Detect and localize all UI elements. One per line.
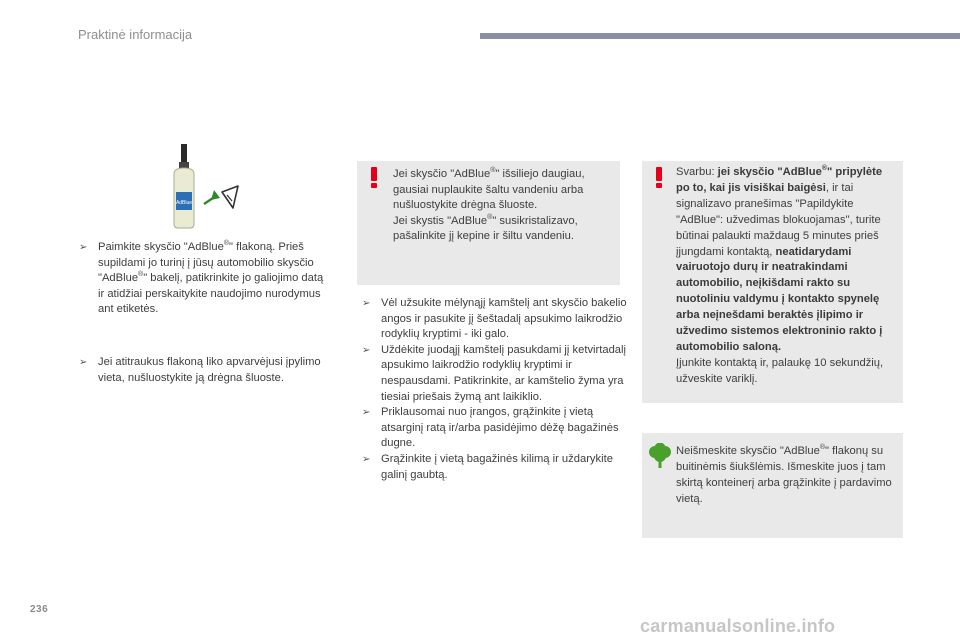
step-text: Jei atitraukus flakoną liko apvarvėjusi įpylimo vieta, nušluostykite ją drėgna šluoste.	[98, 356, 321, 384]
registered-mark: ®	[821, 165, 828, 172]
step-text: Uždėkite juodąjį kamštelį pasukdami jį ketvirtadalį apsukimo laikrodžio rodyklių kryptimi ir nespausdami. Patikrinkite, ar kamštelio žyma yra tiesiai priešais žymą ant laikiklio.	[381, 343, 626, 403]
warning-paragraph-2	[393, 214, 610, 245]
watermark: carmanualsonline.info	[640, 616, 836, 636]
environment-text	[676, 444, 897, 508]
bottle-nozzle	[179, 162, 189, 168]
arrow-bullet-icon: ➢	[362, 298, 371, 309]
warning-box-important	[642, 161, 903, 403]
warning-box-spill	[357, 161, 620, 285]
step-text-a: Paimkite skysčio "AdBlue	[98, 241, 224, 253]
bottle-label-text: AdBlue	[175, 200, 193, 206]
warning-text: Jei skystis "AdBlue	[393, 214, 488, 227]
eco-text: Neišmeskite skysčio "AdBlue	[676, 445, 820, 457]
arrow-bullet-icon: ➢	[362, 344, 371, 356]
bold-text: " pripylėte po to, kai jis visiškai baigėsi	[676, 166, 883, 194]
step-text: Grąžinkite į vietą bagažinės kilimą ir uždarykite galinį gaubtą.	[381, 452, 613, 481]
arrow-head	[211, 190, 220, 200]
cap-icon	[222, 186, 238, 208]
list-item	[79, 355, 329, 386]
list-item	[79, 240, 329, 318]
step-list-1	[79, 240, 329, 318]
header-bar	[480, 33, 960, 39]
eco-text: " flakonų su buitinėmis šiukšlėmis. Išmeskite juos į tam skirtą konteinerį arba grąžinkite į pardavimo vietą.	[676, 445, 892, 505]
list-item	[362, 452, 627, 483]
page-number: 236	[30, 604, 49, 615]
registered-mark: ®	[138, 271, 144, 279]
warning-paragraph-1	[393, 167, 610, 214]
registered-mark: ®	[487, 213, 493, 221]
step-text: Vėl užsukite mėlynąjį kamštelį ant skysčio bakelio angos ir pasukite jį šeštadalį apsukimo laikrodžio rodyklių kryptimi - iki galo.	[381, 297, 627, 341]
warning-text: " išsiliejo daugiau, gausiai nuplaukite šaltu vandeniu arba nušluostykite drėgna šluoste.	[393, 168, 585, 212]
exclamation-warning-icon	[654, 167, 664, 189]
important-paragraph-2: Įjunkite kontaktą ir, palaukę 10 sekundžių, užveskite variklį.	[676, 356, 884, 385]
step-list-3	[362, 296, 627, 483]
step-list-2	[79, 355, 329, 386]
registered-mark: ®	[223, 240, 230, 247]
registered-mark: ®	[819, 444, 826, 451]
arrow-bullet-icon: ➢	[79, 357, 88, 368]
step-text: Priklausomai nuo įrangos, grąžinkite į vietą atsarginį ratą ir/arba pasidėjimo dėžę bagažinės dugne.	[381, 406, 619, 450]
exclamation-warning-icon	[369, 167, 379, 189]
important-intro: Svarbu:	[676, 166, 718, 178]
list-item	[362, 343, 627, 405]
warning-text: Jei skysčio "AdBlue	[393, 168, 491, 180]
important-bold-2: neatidarydami vairuotojo durų ir neatrakindami automobilio, neįkišdami rakto su nuotoliniu valdymu į kontakto spynelę arba neįnešdami beraktės įlipimo ir užvedimo sistemos elektroninio rakto į automobilio saloną.	[676, 245, 883, 353]
step-text-b: " flakoną. Prieš supildami jo turinį į jūsų automobilio skysčio "AdBlue	[98, 241, 314, 285]
tree-eco-icon	[648, 443, 672, 469]
warning-text: " susikristalizavo, pašalinkite jį kepine ir šiltu vandeniu.	[393, 214, 578, 243]
important-paragraph	[676, 165, 897, 356]
list-item	[362, 405, 627, 452]
page-section-title: Praktinė informacija	[78, 27, 193, 42]
arrow-bullet-icon: ➢	[362, 453, 371, 465]
adblue-bottle-illustration	[170, 140, 260, 230]
arrow-bullet-icon: ➢	[79, 242, 88, 253]
list-item	[362, 296, 627, 343]
registered-mark: ®	[490, 167, 496, 174]
arrow-bullet-icon: ➢	[362, 407, 371, 419]
bold-text: jei skysčio "AdBlue	[717, 166, 822, 178]
step-text-c: " bakelį, patikrinkite jo galiojimo datą ir atidžiai perskaitykite naudojimo nurodymus ant etiketės.	[98, 272, 324, 316]
environment-box	[642, 433, 903, 538]
important-text: , ir tai signalizavo pranešimas "Papildykite "AdBlue": užvedimas blokuojamas", turite būtinai palaukti maždaug 5 minutes prieš įjungdami kontaktą,	[676, 181, 881, 258]
